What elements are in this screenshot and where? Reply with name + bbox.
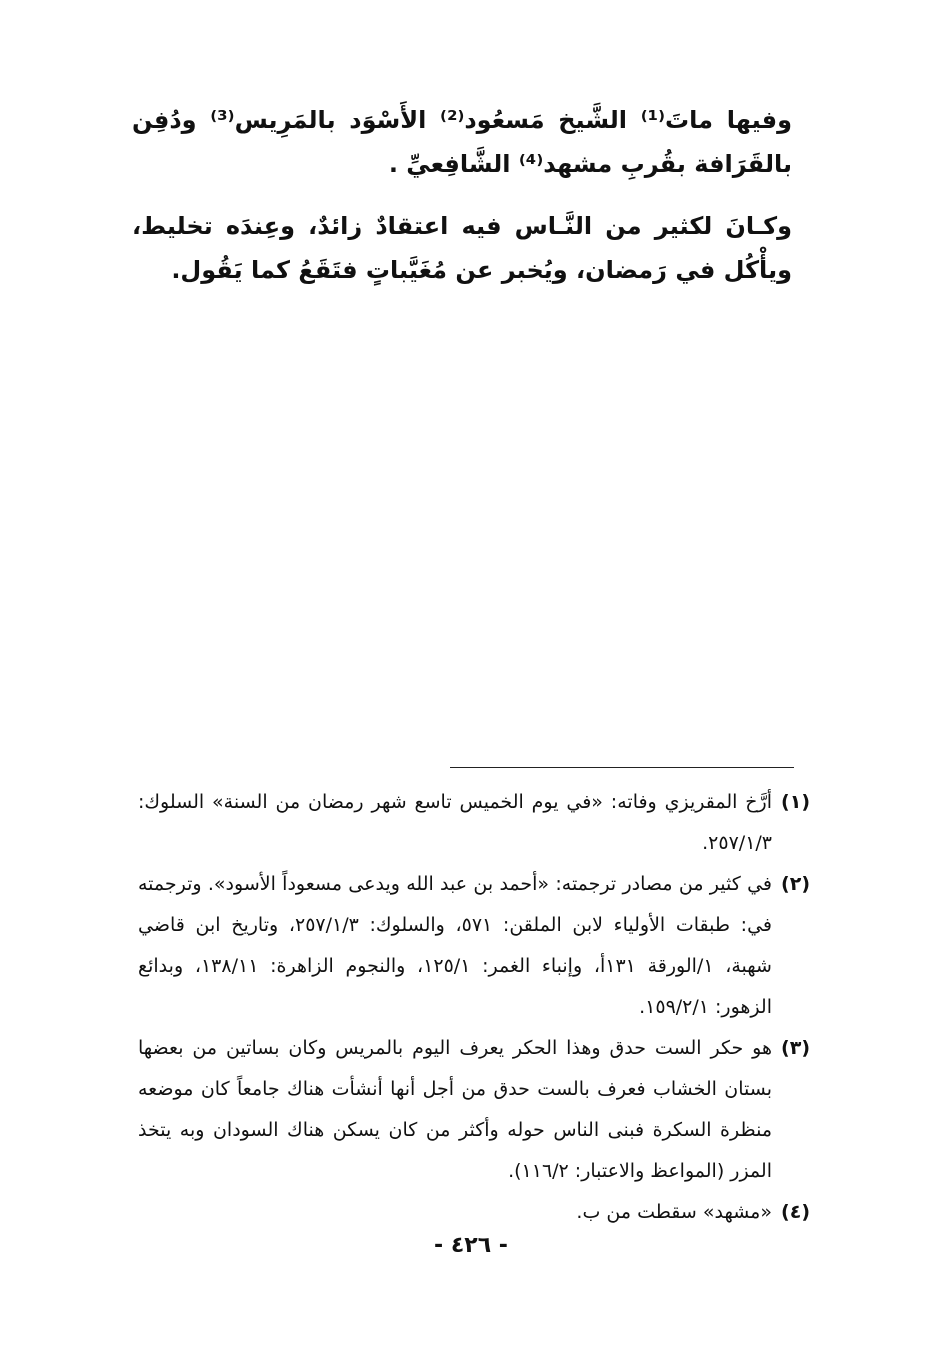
main-paragraph: وكـانَ لكثير من النَّـاس فيه اعتقادٌ زائدٌ، وعِندَه تخليط، ويأْكُل في رَمضان، ويُخبر عن مُغَيَّباتٍ فتَقَعُ كما يَقُول. bbox=[132, 212, 792, 284]
footnote-text: «مشهد» سقطت من ب. bbox=[576, 1201, 772, 1223]
footnote-text: في كثير من مصادر ترجمته: «أحمد بن عبد الله ويدعى مسعوداً الأسود». وترجمته في: طبقات الأولياء لابن الملقن: ٥٧١، والسلوك: ٢٥٧/١/٣، وتاريخ ابن قاضي شهبة، ١/الورقة ١٣١أ، وإنباء الغمر: ١٢٥/١، والنجوم الزاهرة: ١٣٨/١١، وبدائع الزهور: ١٥٩/٢/١. bbox=[138, 873, 772, 1018]
footnote-1 bbox=[138, 782, 810, 864]
footnote-number: (١) bbox=[781, 791, 810, 813]
footnote-2 bbox=[138, 864, 810, 1028]
footnote-number: (٣) bbox=[781, 1037, 810, 1059]
footnote-separator bbox=[450, 767, 794, 768]
footnote-4 bbox=[138, 1192, 810, 1233]
footnote-number: (٢) bbox=[781, 873, 810, 895]
page-number: - ٤٢٦ - bbox=[434, 1233, 508, 1258]
main-text bbox=[132, 98, 792, 292]
footnote-3 bbox=[138, 1028, 810, 1192]
main-paragraph: وفيها ماتَ⁽¹⁾ الشَّيخ مَسعُود⁽²⁾ الأَسْوَد بالمَرِيس⁽³⁾ ودُفِن بالقَرَافة بقُربِ مشهد⁽⁴⁾ الشَّافِعيِّ . bbox=[132, 106, 793, 178]
footnote-text: هو حكر الست حدق وهذا الحكر يعرف اليوم بالمريس وكان بساتين من بعضها بستان الخشاب فعرف بالست حدق من أجل أنها أنشأت هناك جامعاً كان موضعه منظرة السكرة فبنى الناس حوله وأكثر من كان يسكن هناك السودان وبه يتخذ المزر (المواعظ والاعتبار: ١١٦/٢). bbox=[138, 1037, 772, 1182]
footnote-text: أرَّخ المقريزي وفاته: «في يوم الخميس تاسع شهر رمضان من السنة» السلوك: ٢٥٧/١/٣. bbox=[138, 791, 772, 854]
footnote-number: (٤) bbox=[781, 1201, 810, 1223]
footnotes bbox=[138, 782, 810, 1233]
